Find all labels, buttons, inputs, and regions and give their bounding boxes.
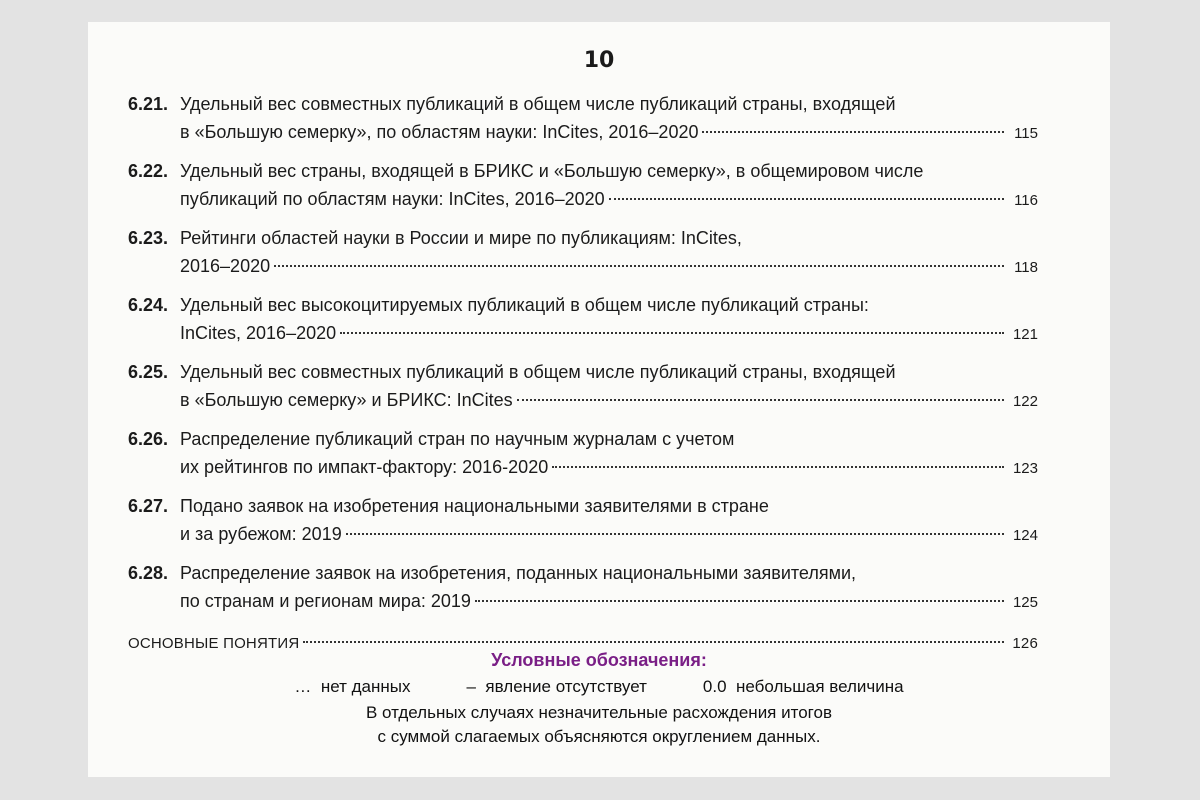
toc-entry-number: 6.28.: [128, 563, 169, 583]
toc-entry-title-line: 2016–2020: [180, 256, 271, 276]
dot-leader: [609, 198, 1004, 200]
toc-entry-page: 124: [1012, 527, 1038, 544]
toc-entry-page: 123: [1012, 460, 1038, 477]
toc-entry-number: 6.24.: [128, 295, 169, 315]
toc-entry[interactable]: [128, 358, 1038, 416]
toc-entry[interactable]: [128, 157, 1038, 215]
legend-text: явление отсутствует: [485, 677, 647, 696]
toc-entry[interactable]: [128, 425, 1038, 483]
toc-entry-title-line: Удельный вес страны, входящей в БРИКС и «Большую семерку», в общемировом числе: [180, 161, 924, 181]
dot-leader: [346, 533, 1004, 535]
toc-entry-title-line: Рейтинги областей науки в России и мире по публикациям: InCites,: [180, 228, 742, 248]
toc-entry-page: 115: [1014, 125, 1038, 142]
legend-symbol: 0.0: [702, 677, 727, 696]
dot-leader: [274, 265, 1004, 267]
toc-entry-page: 125: [1012, 594, 1038, 611]
toc-entry-title-line: Удельный вес совместных публикаций в общем числе публикаций страны, входящей: [180, 94, 896, 114]
legend-item: [703, 677, 904, 697]
toc-entry-title-line: Удельный вес совместных публикаций в общем числе публикаций страны, входящей: [180, 362, 896, 382]
legend-note: [88, 701, 1110, 749]
page-number: 10: [583, 48, 615, 73]
document-page: [88, 22, 1110, 777]
toc-entry-number: 6.27.: [128, 496, 169, 516]
legend-text: нет данных: [320, 677, 411, 696]
legend-note-line: с суммой слагаемых объясняются округлением данных.: [377, 727, 821, 746]
toc-entry-title-line: в «Большую семерку» и БРИКС: InCites: [180, 390, 513, 410]
basic-concepts-label: ОСНОВНЫЕ ПОНЯТИЯ: [128, 635, 300, 652]
legend-symbol: –: [466, 677, 476, 696]
toc-entry-title-line: в «Большую семерку», по областям науки: InCites, 2016–2020: [180, 122, 699, 142]
toc-entry[interactable]: [128, 559, 1038, 617]
table-of-contents: [128, 90, 1038, 652]
toc-entry-title-line: Распределение заявок на изобретения, поданных национальными заявителями,: [180, 563, 857, 583]
toc-entry-number: 6.21.: [128, 94, 169, 114]
toc-entry-number: 6.23.: [128, 228, 169, 248]
toc-entry-title-line: InCites, 2016–2020: [180, 323, 337, 343]
dot-leader: [702, 131, 1004, 133]
toc-entry-title-line: Подано заявок на изобретения национальными заявителями в стране: [180, 496, 769, 516]
legend-item: [467, 677, 647, 697]
legend: [88, 650, 1110, 749]
legend-text: небольшая величина: [736, 677, 904, 696]
toc-entry-page: 116: [1014, 192, 1038, 209]
toc-entry[interactable]: [128, 90, 1038, 148]
toc-entry[interactable]: [128, 291, 1038, 349]
toc-entry-title-line: по странам и регионам мира: 2019: [180, 591, 471, 611]
toc-entry[interactable]: [128, 492, 1038, 550]
toc-entry[interactable]: [128, 224, 1038, 282]
toc-entry-page: 122: [1012, 393, 1038, 410]
legend-note-line: В отдельных случаях незначительные расхождения итогов: [366, 703, 832, 722]
toc-entry-page: 126: [1012, 635, 1038, 652]
toc-entry-page: 121: [1012, 326, 1038, 343]
toc-entry-page: 118: [1014, 259, 1038, 276]
dot-leader: [552, 466, 1004, 468]
toc-entry-title-line: публикаций по областям науки: InCites, 2016–2020: [180, 189, 605, 209]
toc-entry-title-line: Удельный вес высокоцитируемых публикаций в общем числе публикаций страны:: [180, 295, 869, 315]
toc-entry-number: 6.26.: [128, 429, 169, 449]
toc-entry-title-line: их рейтингов по импакт-фактору: 2016-2020: [180, 457, 549, 477]
dot-leader: [517, 399, 1004, 401]
toc-entry-number: 6.25.: [128, 362, 169, 382]
dot-leader: [475, 600, 1004, 602]
toc-entry-title-line: Распределение публикаций стран по научным журналам с учетом: [180, 429, 735, 449]
dot-leader: [340, 332, 1004, 334]
legend-item: [294, 677, 410, 697]
legend-symbol: …: [294, 677, 312, 696]
legend-title: Условные обозначения:: [491, 650, 707, 670]
toc-entry-number: 6.22.: [128, 161, 169, 181]
dot-leader: [303, 641, 1004, 643]
toc-entry-title-line: и за рубежом: 2019: [180, 524, 342, 544]
legend-items: [88, 677, 1110, 697]
